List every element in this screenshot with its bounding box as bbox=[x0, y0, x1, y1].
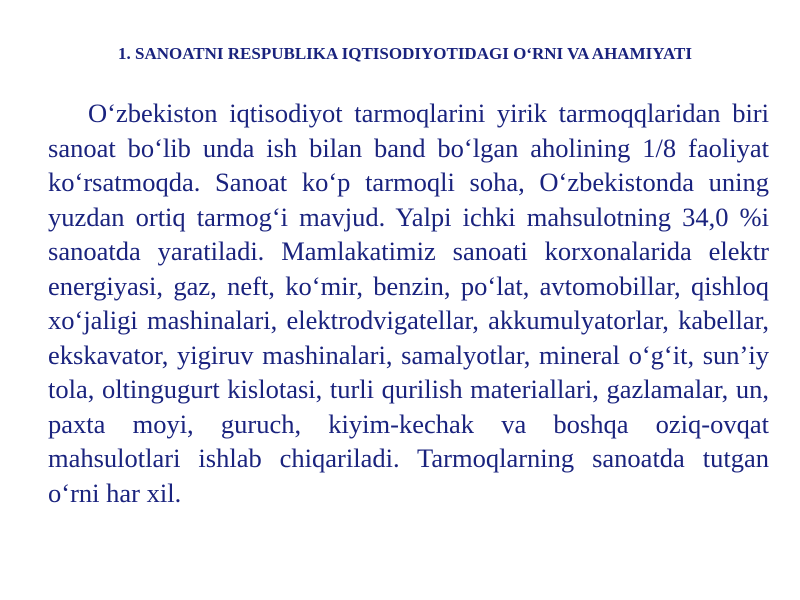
slide-title: 1. SANOATNI RESPUBLIKA IQTISODIYOTIDAGI O‘RNI VA AHAMIYATI bbox=[118, 44, 692, 63]
slide-body-paragraph: O‘zbekiston iqtisodiyot tarmoqlarini yirik tarmoqqlaridan biri sanoat bo‘lib unda ish bilan band bo‘lgan aholining 1/8 faoliyat ko‘rsatmoqda. Sanoat ko‘p tarmoqli soha, O‘zbekistonda uning yuzdan ortiq tarmog‘i mavjud. Yalpi ichki mahsulotning 34,0 %i sanoatda yaratiladi. Mamlakatimiz sanoati korxonalarida elektr energiyasi, gaz, neft, ko‘mir, benzin, po‘lat, avtomobillar, qishloq xo‘jaligi mashinalari, elektrodvigatellar, akkumulyatorlar, kabellar, ekskavator, yigiruv mashinalari, samalyotlar, mineral o‘g‘it, sun’iy tola, oltingugurt kislotasi, turli qurilish materiallari, gazlamalar, un, paxta moyi, guruch, kiyim-kechak va boshqa oziq-ovqat mahsulotlari ishlab chiqariladi. Tarmoqlarning sanoatda tutgan o‘rni har xil. bbox=[48, 98, 769, 508]
